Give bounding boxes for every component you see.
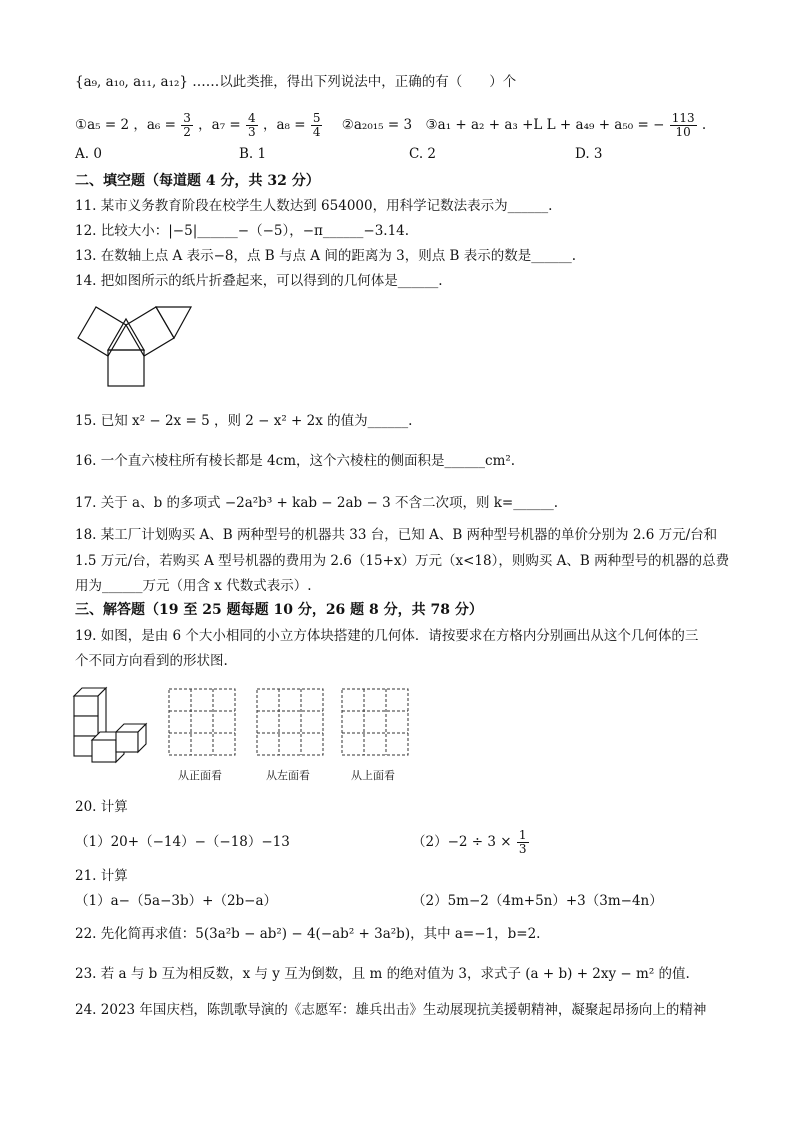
question-23: 23. 若 a 与 b 互为相反数，x 与 y 互为倒数，且 m 的绝对值为 3，求式子 (a + b) + 2xy − m² 的值. bbox=[75, 966, 690, 982]
option-c: C. 2 bbox=[409, 146, 437, 162]
left-view-label: 从左面看 bbox=[266, 769, 310, 782]
option-b: B. 1 bbox=[239, 146, 267, 162]
q10-stmt-d: ②a₂₀₁₅ = 3 ③a₁ + a₂ + a₃ +L L + a₄₉ + a₅₀ = − bbox=[341, 117, 665, 133]
question-20-title: 20. 计算 bbox=[75, 799, 128, 815]
q10-line1: {a₉, a₁₀, a₁₁, a₁₂} ……以此类推，得出下列说法中，正确的有（ ）个 bbox=[75, 74, 517, 90]
fraction-5-4: $\frac{5}{4}$ bbox=[312, 111, 321, 139]
top-view-label: 从上面看 bbox=[351, 769, 395, 782]
question-19-line2: 个不同方向看到的形状图. bbox=[75, 653, 228, 669]
option-d: D. 3 bbox=[575, 146, 603, 162]
cube-assembly-figure bbox=[74, 688, 154, 768]
fraction-3-2: $\frac{3}{2}$ bbox=[183, 111, 191, 139]
question-13: 13. 在数轴上点 A 表示−8，点 B 与点 A 间的距离为 3，则点 B 表示的数是______. bbox=[75, 248, 577, 264]
question-12: 12. 比较大小：|−5|______−（−5），−π______−3.14. bbox=[75, 223, 410, 239]
paper-net-figure bbox=[78, 305, 198, 390]
left-view-grid[interactable] bbox=[256, 688, 326, 758]
question-14: 14. 把如图所示的纸片折叠起来，可以得到的几何体是______. bbox=[75, 273, 443, 289]
question-17: 17. 关于 a、b 的多项式 −2a²b³ + kab − 2ab − 3 不含二次项，则 k=______. bbox=[75, 495, 559, 511]
fraction-1-3: $\frac{1}{3}$ bbox=[518, 828, 527, 856]
question-18-line1: 18. 某工厂计划购买 A、B 两种型号的机器共 33 台，已知 A、B 两种型号机器的单价分别为 2.6 万元/台和 bbox=[75, 527, 718, 543]
q10-stmt-e: . bbox=[701, 117, 707, 133]
section-2-heading: 二、填空题（每道题 4 分，共 32 分） bbox=[75, 173, 320, 189]
q10-statements bbox=[75, 108, 734, 142]
front-view-label: 从正面看 bbox=[178, 769, 222, 782]
question-18-line3: 用为______万元（用含 x 代数式表示）. bbox=[75, 578, 312, 594]
top-view-grid[interactable] bbox=[341, 688, 411, 758]
question-21-title: 21. 计算 bbox=[75, 868, 128, 884]
question-11: 11. 某市义务教育阶段在校学生人数达到 654000，用科学记数法表示为______. bbox=[75, 198, 553, 214]
question-21-part2: （2）5m−2（4m+5n）+3（3m−4n） bbox=[412, 893, 663, 909]
question-18-line2: 1.5 万元/台，若购买 A 型号机器的费用为 2.6（15+x）万元（x<18），则购买 A、B 两种型号的机器的总费 bbox=[75, 553, 730, 569]
question-22: 22. 先化简再求值：5(3a²b − ab²) − 4(−ab² + 3a²b)，其中 a=−1，b=2. bbox=[75, 926, 541, 942]
q20-p2-text: （2）−2 ÷ 3 × bbox=[412, 834, 512, 850]
option-a: A. 0 bbox=[75, 146, 102, 162]
question-20-part1: （1）20+（−14）−（−18）−13 bbox=[75, 834, 290, 850]
fraction-113-10: $\frac{113}{10}$ bbox=[671, 111, 695, 139]
q10-stmt-c: ，a₈ = bbox=[262, 117, 306, 133]
question-24: 24. 2023 年国庆档，陈凯歌导演的《志愿军：雄兵出击》生动展现抗美援朝精神，凝聚起昂扬向上的精神 bbox=[75, 1002, 707, 1018]
q10-stmt-a: ①a₅ = 2 ，a₆ = bbox=[75, 117, 176, 133]
front-view-grid[interactable] bbox=[168, 688, 238, 758]
question-20-part2 bbox=[412, 822, 734, 862]
question-15: 15. 已知 x² − 2x = 5 ，则 2 − x² + 2x 的值为______. bbox=[75, 413, 413, 429]
question-21-part1: （1）a−（5a−3b）+（2b−a） bbox=[75, 893, 278, 909]
fraction-4-3: $\frac{4}{3}$ bbox=[248, 111, 256, 139]
question-19-line1: 19. 如图，是由 6 个大小相同的小立方体块搭建的几何体．请按要求在方格内分别画出从这个几何体的三 bbox=[75, 628, 699, 644]
q10-stmt-b: ，a₇ = bbox=[198, 117, 241, 133]
section-3-heading: 三、解答题（19 至 25 题每题 10 分，26 题 8 分，共 78 分） bbox=[75, 602, 483, 618]
question-16: 16. 一个直六棱柱所有棱长都是 4cm，这个六棱柱的侧面积是______cm². bbox=[75, 453, 516, 469]
